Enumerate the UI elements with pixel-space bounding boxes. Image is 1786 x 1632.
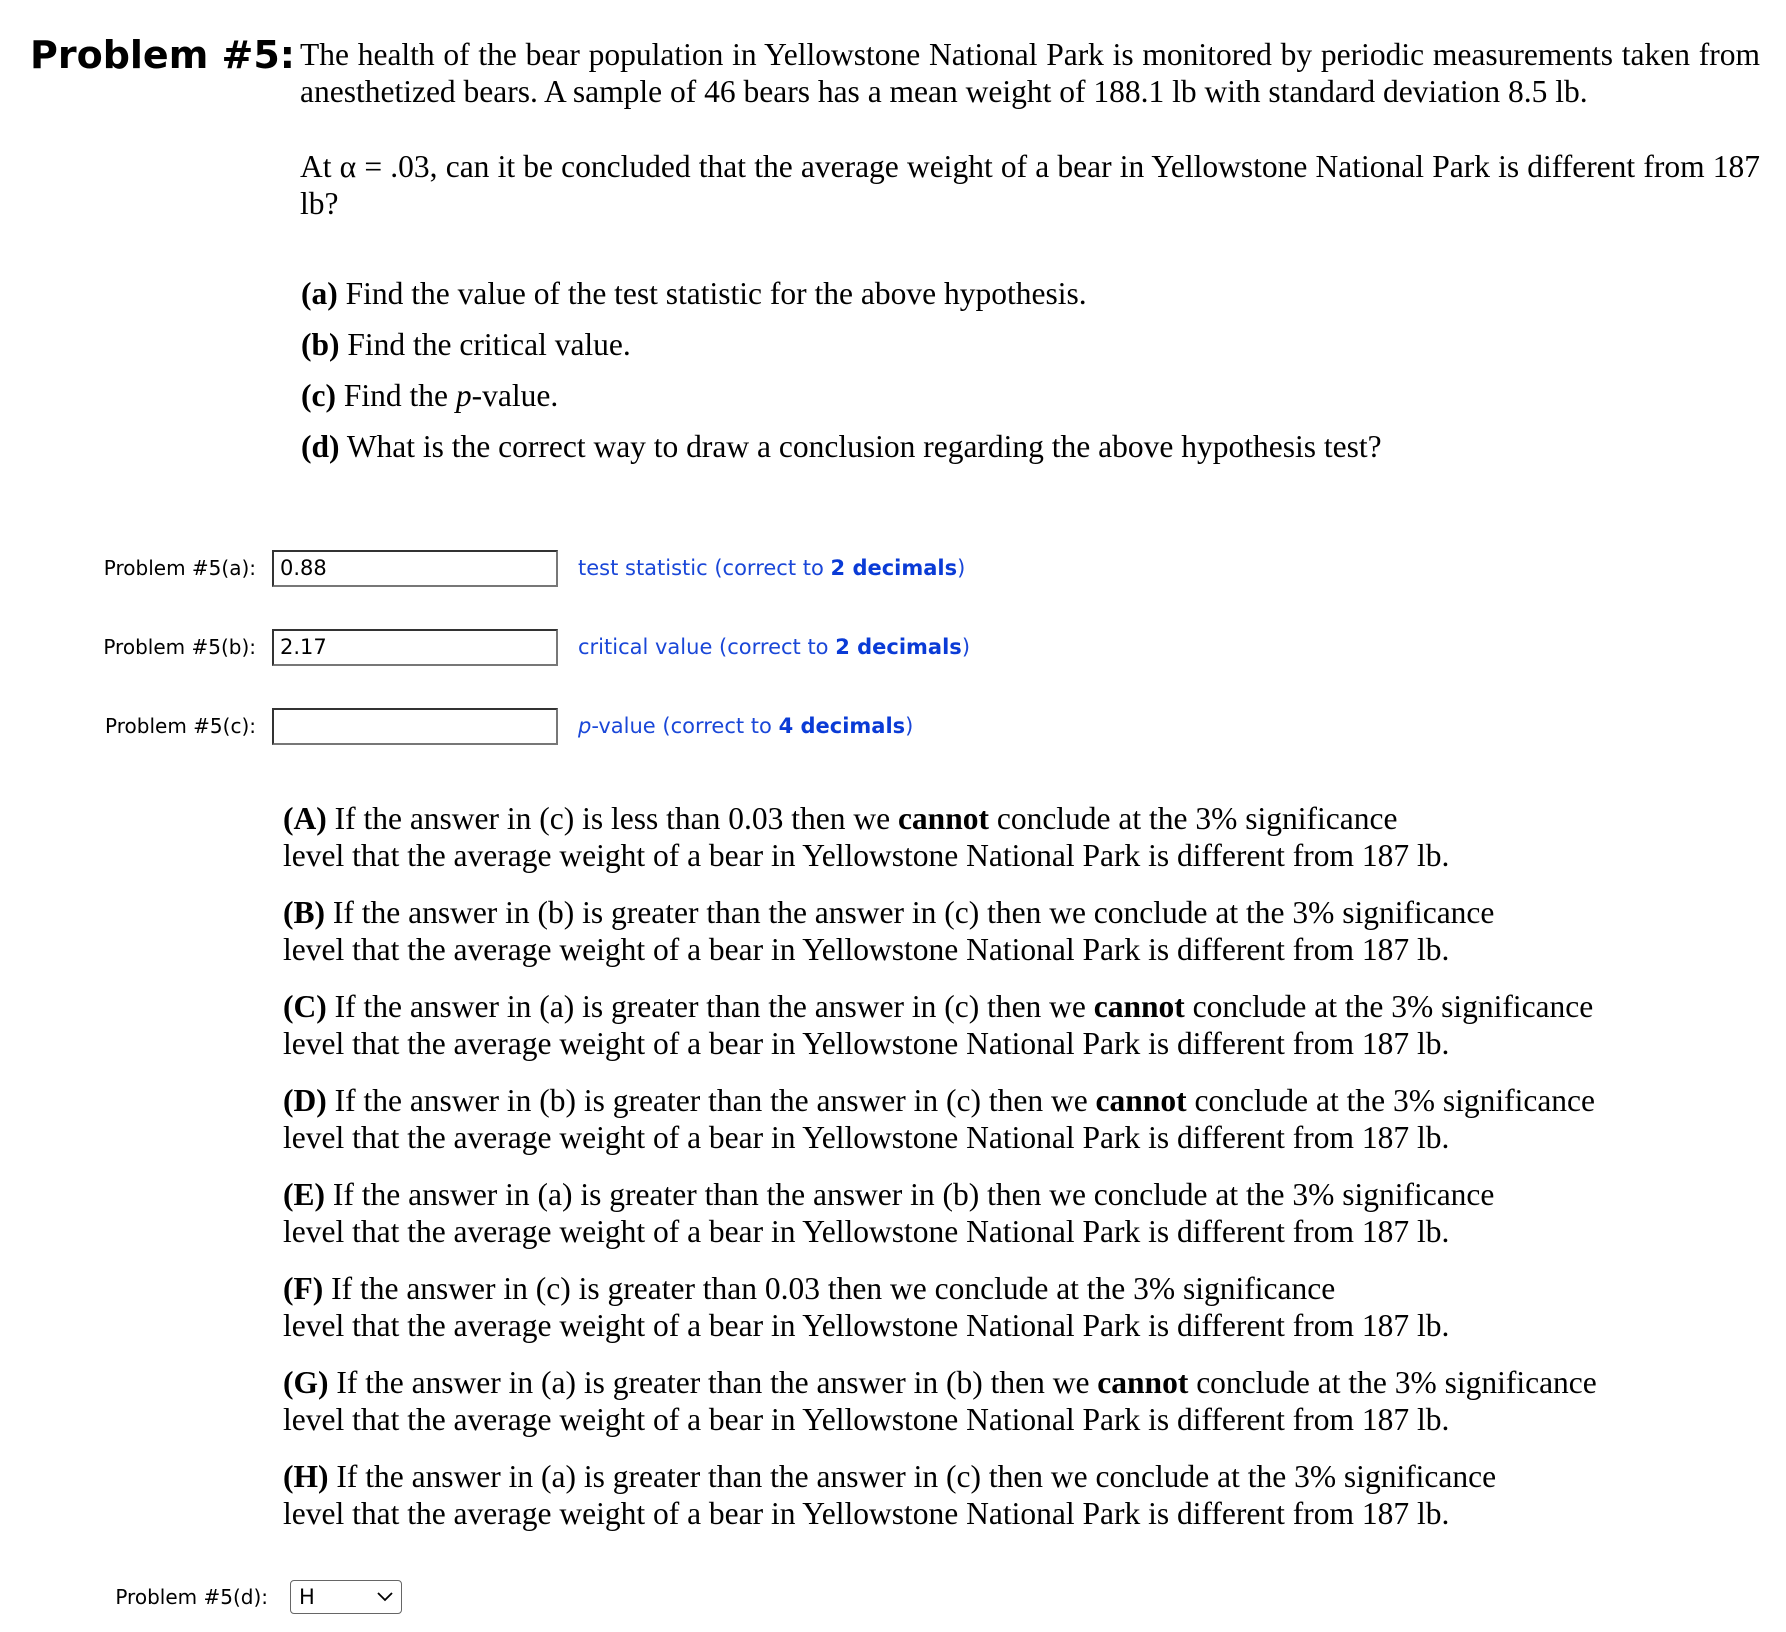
option-bold: cannot [1095, 1083, 1187, 1118]
answer-row-b [0, 627, 970, 667]
part-text-before: Find the [343, 378, 456, 413]
part-letter: (a) [301, 276, 338, 311]
conclusion-options [283, 800, 1597, 1552]
option-text: If the answer in (a) is greater than the answer in (b) then we [336, 1365, 1098, 1400]
part-text-after: -value. [471, 378, 559, 413]
problem-header [30, 33, 1760, 222]
answer-hint-a [578, 556, 965, 580]
option-letter: (E) [283, 1177, 325, 1212]
option-line2: level that the average weight of a bear in Yellowstone National Park is different from 187 lb. [283, 1402, 1450, 1437]
hint-close: ) [957, 556, 966, 580]
option-line2: level that the average weight of a bear in Yellowstone National Park is different from 187 lb. [283, 1496, 1450, 1531]
answer-hint-b [578, 635, 970, 659]
test-statistic-input[interactable] [272, 550, 558, 587]
option-c [283, 988, 1597, 1062]
option-line2: level that the average weight of a bear in Yellowstone National Park is different from 187 lb. [283, 1308, 1450, 1343]
option-line2: level that the average weight of a bear in Yellowstone National Park is different from 187 lb. [283, 1120, 1450, 1155]
option-letter: (C) [283, 989, 327, 1024]
part-c [301, 378, 1382, 414]
option-f [283, 1270, 1597, 1344]
option-letter: (B) [283, 895, 325, 930]
part-text: What is the correct way to draw a conclusion regarding the above hypothesis test? [346, 429, 1382, 464]
conclusion-select[interactable] [290, 1580, 402, 1614]
option-bold: cannot [1093, 989, 1185, 1024]
part-letter: (b) [301, 327, 340, 362]
part-letter: (d) [301, 429, 340, 464]
answer-row-d [0, 1580, 402, 1614]
hint-bold: 4 decimals [778, 714, 906, 738]
selected-option: H [299, 1585, 315, 1609]
problem-description: The health of the bear population in Yellowstone National Park is monitored by periodic measurements taken from anesthetized bears. A sample of 46 bears has a mean weight of 188.1 lb with standard deviation 8.5 lb. [300, 37, 1760, 109]
part-d [301, 429, 1382, 465]
option-line2: level that the average weight of a bear in Yellowstone National Park is different from 187 lb. [283, 1026, 1450, 1061]
option-line2: level that the average weight of a bear in Yellowstone National Park is different from 187 lb. [283, 838, 1450, 873]
hint-bold: 2 decimals [830, 556, 958, 580]
option-letter: (H) [283, 1459, 329, 1494]
option-g [283, 1364, 1597, 1438]
option-text: If the answer in (a) is greater than the answer in (b) then we conclude at the 3% significance [332, 1177, 1495, 1212]
p-value-input[interactable] [272, 708, 558, 745]
option-line2: level that the average weight of a bear in Yellowstone National Park is different from 187 lb. [283, 1214, 1450, 1249]
option-text: If the answer in (c) is greater than 0.03 then we conclude at the 3% significance [331, 1271, 1336, 1306]
problem-title: Problem #5: [30, 33, 295, 77]
option-b [283, 894, 1597, 968]
option-text: If the answer in (a) is greater than the answer in (c) then we conclude at the 3% significance [336, 1459, 1497, 1494]
option-letter: (G) [283, 1365, 329, 1400]
option-text: If the answer in (c) is less than 0.03 then we [334, 801, 898, 836]
part-text: Find the critical value. [347, 327, 631, 362]
part-text: Find the value of the test statistic for the above hypothesis. [345, 276, 1087, 311]
part-letter: (c) [301, 378, 336, 413]
hint-close: ) [905, 714, 914, 738]
option-text: If the answer in (a) is greater than the answer in (c) then we [334, 989, 1094, 1024]
hint-italic: p [578, 714, 592, 738]
option-text-end: conclude at the 3% significance [988, 801, 1398, 836]
option-letter: (A) [283, 801, 327, 836]
part-b [301, 327, 1382, 363]
option-h [283, 1458, 1597, 1532]
hint-bold: 2 decimals [835, 635, 962, 659]
answer-label-d: Problem #5(d): [115, 1585, 268, 1609]
option-bold: cannot [897, 801, 989, 836]
part-text-italic: p [455, 378, 472, 413]
option-letter: (F) [283, 1271, 324, 1306]
option-e [283, 1176, 1597, 1250]
problem-statement [300, 36, 1760, 222]
option-line2: level that the average weight of a bear in Yellowstone National Park is different from 187 lb. [283, 932, 1450, 967]
option-d [283, 1082, 1597, 1156]
critical-value-input[interactable] [272, 629, 558, 666]
option-a [283, 800, 1597, 874]
answer-label-c: Problem #5(c): [105, 714, 256, 738]
parts-list [301, 276, 1382, 480]
hint-close: ) [961, 635, 971, 659]
hint-text: critical value (correct to [578, 635, 836, 659]
option-text-end: conclude at the 3% significance [1186, 1083, 1596, 1118]
answer-row-c [0, 706, 913, 746]
answer-row-a [0, 548, 965, 588]
option-text-end: conclude at the 3% significance [1184, 989, 1594, 1024]
option-text: If the answer in (b) is greater than the answer in (c) then we conclude at the 3% significance [332, 895, 1495, 930]
option-bold: cannot [1097, 1365, 1189, 1400]
option-letter: (D) [283, 1083, 327, 1118]
hint-text: test statistic (correct to [578, 556, 831, 580]
hint-text: -value (correct to [591, 714, 779, 738]
answer-label-a: Problem #5(a): [103, 556, 256, 580]
option-text: If the answer in (b) is greater than the answer in (c) then we [334, 1083, 1096, 1118]
problem-question: At α = .03, can it be concluded that the average weight of a bear in Yellowstone National Park is different from 187 lb? [300, 149, 1760, 221]
answer-label-b: Problem #5(b): [103, 635, 256, 659]
chevron-down-icon [377, 1592, 393, 1602]
answer-hint-c [578, 714, 913, 738]
option-text-end: conclude at the 3% significance [1188, 1365, 1597, 1400]
part-a [301, 276, 1382, 312]
